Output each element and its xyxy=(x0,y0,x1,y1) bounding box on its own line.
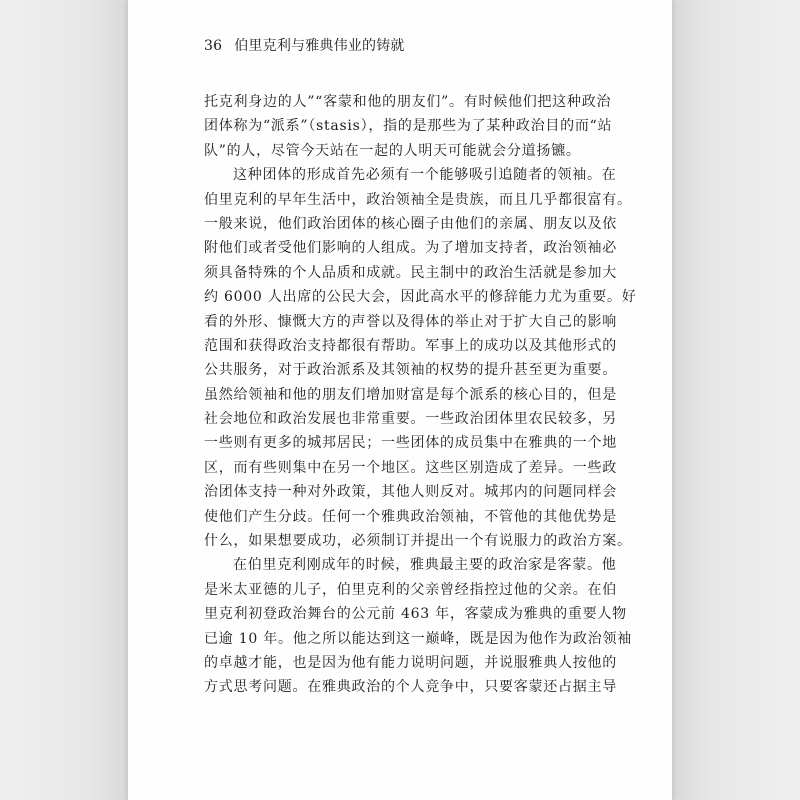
text-line: 托克利身边的人”“客蒙和他的朋友们”。有时候他们把这种政治 xyxy=(204,94,612,110)
text-line: 伯里克利的早年生活中，政治领袖全是贵族，而且几乎都很富有。 xyxy=(204,191,632,208)
text-line: 里克利初登政治舞台的公元前 463 年，客蒙成为雅典的重要人物 xyxy=(204,606,627,623)
text-line: 是米太亚德的儿子，伯里克利的父亲曾经指控过他的父亲。在伯 xyxy=(204,581,617,598)
text-line: 一般来说，他们政治团体的核心圈子由他们的亲属、朋友以及依 xyxy=(204,215,617,232)
running-header xyxy=(204,38,405,54)
text-line: 一些则有更多的城邦居民；一些团体的成员集中在雅典的一个地 xyxy=(204,435,617,452)
text-line: 虽然给领袖和他的朋友们增加财富是每个派系的核心目的，但是 xyxy=(204,386,617,403)
right-background xyxy=(672,0,800,800)
text-line: 使他们产生分歧。任何一个雅典政治领袖，不管他的其他优势是 xyxy=(204,508,617,525)
text-line: 什么，如果想要成功，必须制订并提出一个有说服力的政治方案。 xyxy=(204,533,632,550)
text-line: 须具备特殊的个人品质和成就。民主制中的政治生活就是参加大 xyxy=(204,264,617,281)
text-line: 团体称为“派系”（stasis），指的是那些为了某种政治目的而“站 xyxy=(204,118,613,135)
left-background xyxy=(0,0,128,800)
text-line: 公共服务，对于政治派系及其领袖的权势的提升甚至更为重要。 xyxy=(204,362,617,379)
book-page xyxy=(128,0,672,800)
text-line: 队”的人，尽管今天站在一起的人明天可能就会分道扬镳。 xyxy=(204,142,581,159)
paragraph xyxy=(204,90,613,163)
text-line: 方式思考问题。在雅典政治的个人竞争中，只要客蒙还占据主导 xyxy=(204,679,617,696)
text-line: 治团体支持一种对外政策，其他人则反对。城邦内的问题同样会 xyxy=(204,484,617,501)
text-line: 已逾 10 年。他之所以能达到这一巅峰，既是因为他作为政治领袖 xyxy=(204,630,632,647)
paragraph xyxy=(204,163,637,553)
running-title: 伯里克利与雅典伟业的铸就 xyxy=(234,38,405,54)
paragraph xyxy=(204,553,632,699)
text-line: 附他们或者受他们影响的人组成。为了增加支持者，政治领袖必 xyxy=(204,240,617,257)
text-line: 的卓越才能，也是因为他有能力说明问题，并说服雅典人按他的 xyxy=(204,654,617,671)
text-line: 范围和获得政治支持都很有帮助。军事上的成功以及其他形式的 xyxy=(204,337,617,354)
text-line: 在伯里克利刚成年的时候，雅典最主要的政治家是客蒙。他 xyxy=(233,557,617,574)
text-line: 约 6000 人出席的公民大会，因此高水平的修辞能力尤为重要。好 xyxy=(204,289,637,306)
text-line: 看的外形、慷慨大方的声誉以及得体的举止对于扩大自己的影响 xyxy=(204,313,617,330)
body-text xyxy=(204,90,637,700)
page-number: 36 xyxy=(204,38,223,54)
text-line: 社会地位和政治发展也非常重要。一些政治团体里农民较多，另 xyxy=(204,411,617,428)
text-line: 区，而有些则集中在另一个地区。这些区别造成了差异。一些政 xyxy=(204,459,617,476)
text-line: 这种团体的形成首先必须有一个能够吸引追随者的领袖。在 xyxy=(233,167,617,184)
